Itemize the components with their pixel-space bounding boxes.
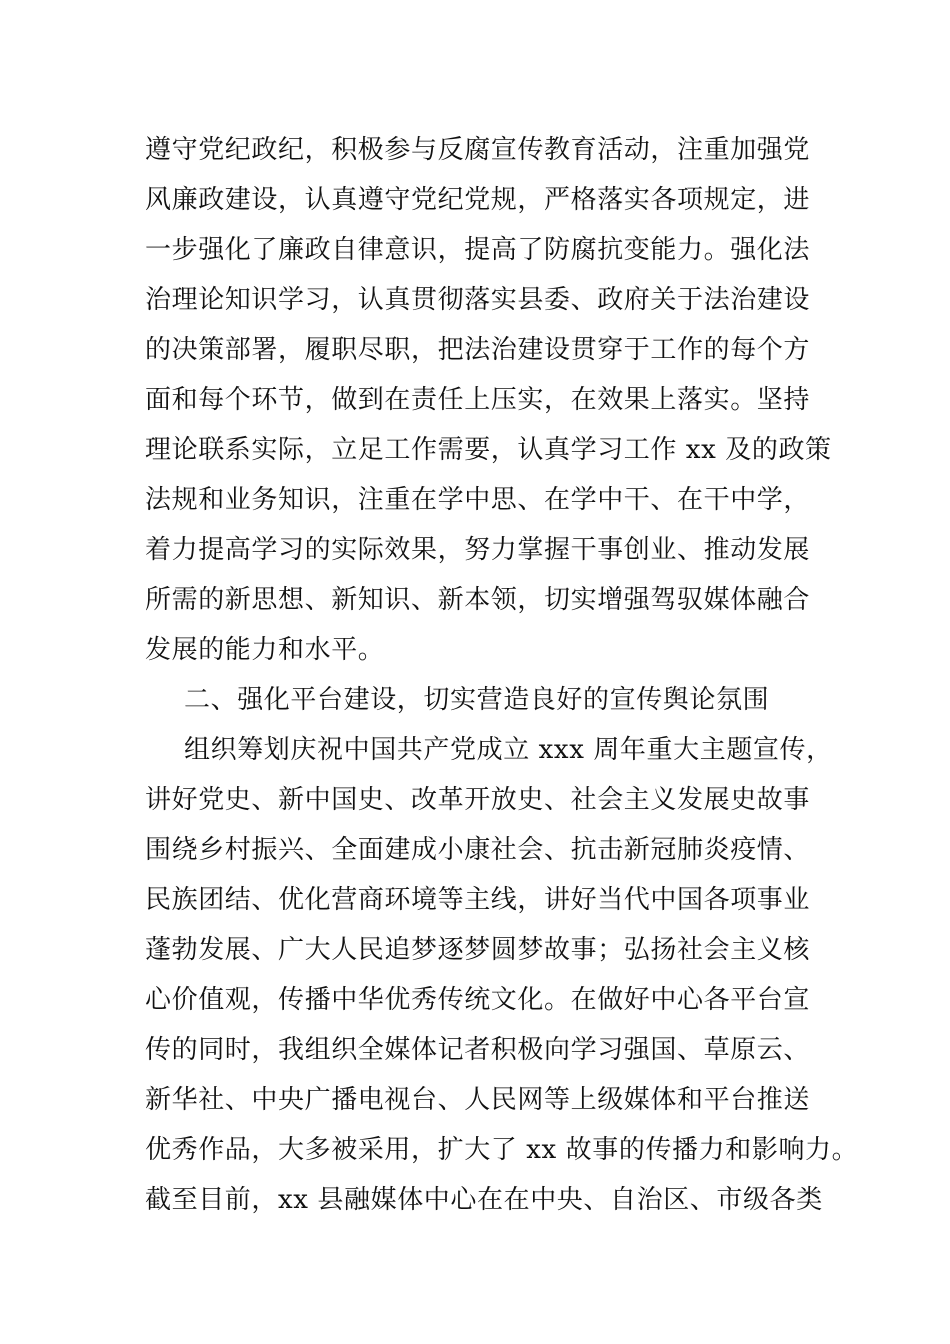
body-text-line: 心价值观，传播中华优秀传统文化。在做好中心各平台宣 — [145, 985, 811, 1015]
section-heading: 二、强化平台建设，切实营造良好的宣传舆论氛围 — [184, 685, 770, 715]
body-text-line: 一步强化了廉政自律意识，提高了防腐抗变能力。强化法 — [145, 235, 811, 265]
body-text-line: 遵守党纪政纪，积极参与反腐宣传教育活动，注重加强党 — [145, 135, 811, 165]
body-text-line: 截至目前，xx 县融媒体中心在在中央、自治区、市级各类 — [145, 1185, 823, 1215]
body-text-line: 治理论知识学习，认真贯彻落实县委、政府关于法治建设 — [145, 285, 811, 315]
body-text-line: 讲好党史、新中国史、改革开放史、社会主义发展史故事 — [145, 785, 811, 815]
body-text-line: 法规和业务知识，注重在学中思、在学中干、在干中学， — [145, 485, 811, 515]
body-text-line: 优秀作品，大多被采用，扩大了 xx 故事的传播力和影响力。 — [145, 1135, 859, 1165]
body-text-line: 的决策部署，履职尽职，把法治建设贯穿于工作的每个方 — [145, 335, 811, 365]
body-text-line: 组织筹划庆祝中国共产党成立 xxx 周年重大主题宣传， — [184, 735, 833, 765]
body-text-line: 发展的能力和水平。 — [145, 635, 385, 665]
body-text-line: 围绕乡村振兴、全面建成小康社会、抗击新冠肺炎疫情、 — [145, 835, 811, 865]
body-text-line: 新华社、中央广播电视台、人民网等上级媒体和平台推送 — [145, 1085, 811, 1115]
body-text-line: 着力提高学习的实际效果，努力掌握干事创业、推动发展 — [145, 535, 811, 565]
body-text-line: 传的同时，我组织全媒体记者积极向学习强国、草原云、 — [145, 1035, 811, 1065]
body-text-line: 面和每个环节，做到在责任上压实，在效果上落实。坚持 — [145, 385, 811, 415]
body-text-line: 理论联系实际，立足工作需要，认真学习工作 xx 及的政策 — [145, 435, 832, 465]
body-text-line: 风廉政建设，认真遵守党纪党规，严格落实各项规定，进 — [145, 185, 811, 215]
body-text-line: 所需的新思想、新知识、新本领，切实增强驾驭媒体融合 — [145, 585, 811, 615]
body-text-line: 蓬勃发展、广大人民追梦逐梦圆梦故事；弘扬社会主义核 — [145, 935, 811, 965]
body-text-line: 民族团结、优化营商环境等主线，讲好当代中国各项事业 — [145, 885, 811, 915]
